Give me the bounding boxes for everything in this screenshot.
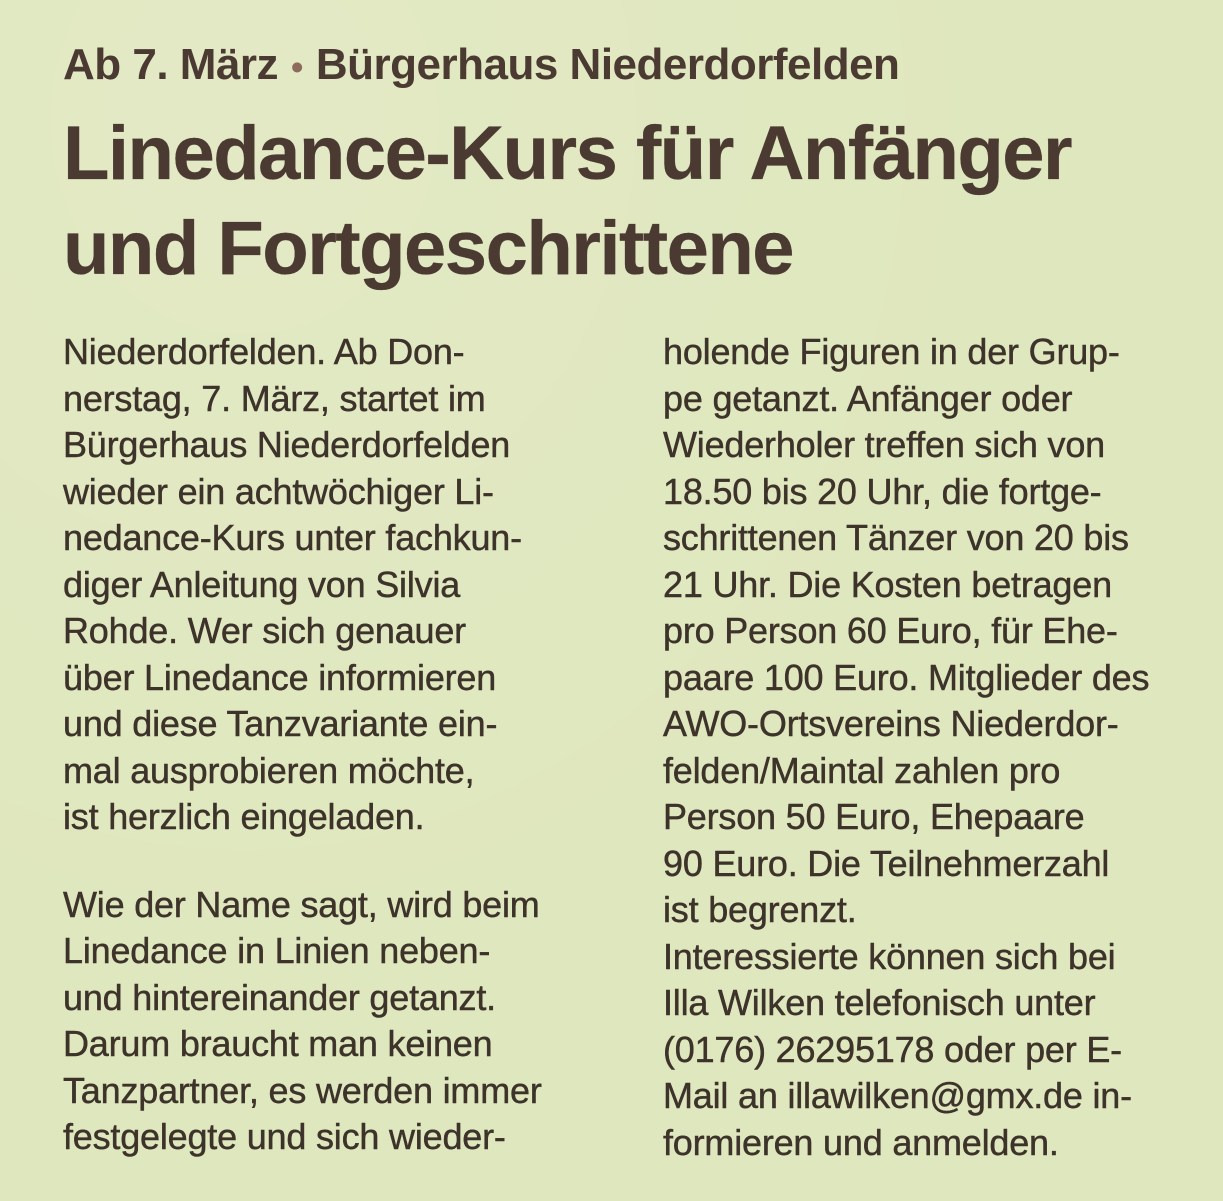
right-column xyxy=(663,329,1183,1166)
text-line: Mail an illawilken@gmx.de in- xyxy=(663,1075,1132,1116)
article-body xyxy=(63,329,1183,1166)
text-line: Wiederholer treffen sich von xyxy=(663,424,1105,465)
headline-line-1: Linedance-Kurs für Anfänger xyxy=(63,111,1072,196)
text-line: schrittenen Tänzer von 20 bis xyxy=(663,517,1129,558)
text-line: Tanzpartner, es werden immer xyxy=(63,1069,542,1111)
paragraph xyxy=(63,329,587,841)
headline-line-2: und Fortgeschrittene xyxy=(63,206,794,291)
text-line: Linedance in Linien neben- xyxy=(63,930,491,971)
text-line: über Linedance informieren xyxy=(63,656,497,698)
text-line: (0176) 26295178 oder per E- xyxy=(663,1028,1122,1070)
text-line: ist begrenzt. xyxy=(663,889,857,930)
text-line: formieren und anmelden. xyxy=(663,1121,1059,1163)
paragraph xyxy=(63,882,587,1161)
text-line: ist herzlich eingeladen. xyxy=(63,796,425,837)
text-line: mal ausprobieren möchte, xyxy=(63,749,475,791)
text-line: paare 100 Euro. Mitglieder des xyxy=(663,656,1150,698)
bullet-separator-icon: • xyxy=(291,48,303,87)
text-line: pe getanzt. Anfänger oder xyxy=(663,377,1073,419)
text-line: Interessierte können sich bei xyxy=(663,935,1116,977)
text-line: nerstag, 7. März, startet im xyxy=(63,377,486,419)
kicker xyxy=(63,36,1183,97)
paragraph xyxy=(663,329,1183,1166)
text-line: Illa Wilken telefonisch unter xyxy=(663,982,1096,1023)
article-headline xyxy=(63,106,1183,296)
kicker-date: Ab 7. März xyxy=(63,40,279,89)
text-line: Wie der Name sagt, wird beim xyxy=(63,883,540,925)
text-line: holende Figuren in der Grup- xyxy=(663,331,1120,372)
text-line: Darum braucht man keinen xyxy=(63,1023,493,1064)
text-line: diger Anleitung von Silvia xyxy=(63,563,461,605)
text-line: und diese Tanzvariante ein- xyxy=(63,703,498,744)
text-line: pro Person 60 Euro, für Ehe- xyxy=(663,610,1118,651)
text-line: 90 Euro. Die Teilnehmerzahl xyxy=(663,842,1110,884)
text-line: nedance-Kurs unter fachkun- xyxy=(63,517,522,558)
text-line: 21 Uhr. Die Kosten betragen xyxy=(663,563,1112,605)
text-line: und hintereinander getanzt. xyxy=(63,976,496,1018)
text-line: AWO-Ortsvereins Niederdor- xyxy=(663,703,1119,744)
text-line: Bürgerhaus Niederdorfelden xyxy=(63,424,511,465)
kicker-venue: Bürgerhaus Niederdorfelden xyxy=(315,40,900,89)
text-line: wieder ein achtwöchiger Li- xyxy=(63,470,494,512)
text-line: 18.50 bis 20 Uhr, die fortge- xyxy=(663,470,1102,512)
text-line: Niederdorfelden. Ab Don- xyxy=(63,331,465,372)
text-line: felden/Maintal zahlen pro xyxy=(663,749,1061,791)
text-line: Rohde. Wer sich genauer xyxy=(63,610,466,651)
text-line: festgelegte und sich wieder- xyxy=(63,1116,506,1157)
left-column xyxy=(63,329,587,1166)
text-line: Person 50 Euro, Ehepaare xyxy=(663,796,1085,837)
